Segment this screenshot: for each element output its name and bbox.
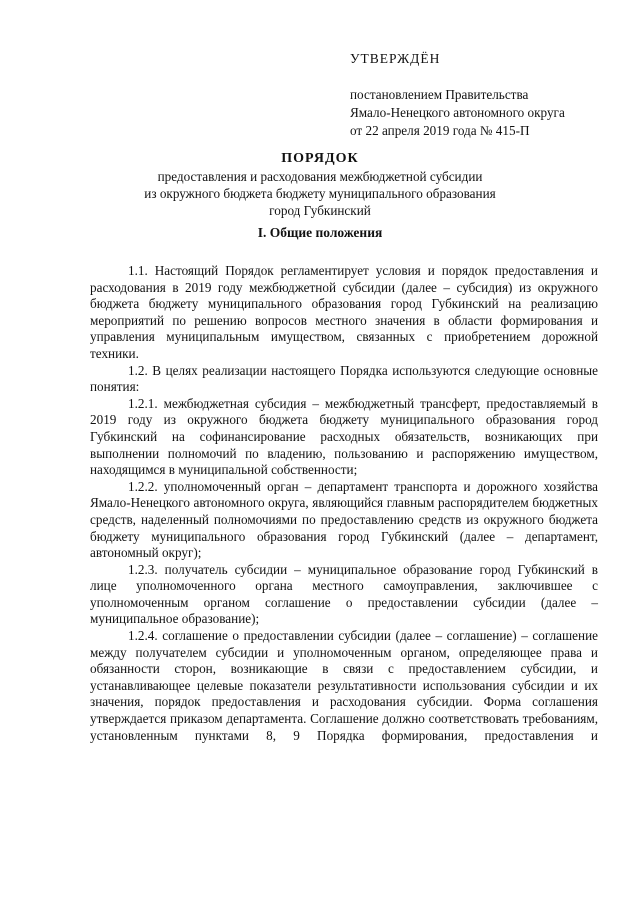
paragraph-1-2-4: 1.2.4. соглашение о предоставлении субсидии (далее – соглашение) – соглашение между получателем субсидии и уполномоченным органом, определяющее права и обязанности сторон, возникающие в связи с предоставлением субсидии, и устанавливающее целевые показатели результативности использования субсидии и их значения, порядок предоставления и расходования субсидии. Форма соглашения утверждается приказом департамента. Соглашение должно соответствовать требованиям, установленным пунктами 8, 9 Порядка формирования, предоставления и xyxy=(90,628,598,743)
section-heading: I. Общие положения xyxy=(257,225,383,240)
approval-heading: УТВЕРЖДЁН xyxy=(350,51,441,66)
paragraph-1-2: 1.2. В целях реализации настоящего Порядка используются следующие основные понятия: xyxy=(90,362,598,395)
document-subtitle-3: город Губкинский xyxy=(269,203,371,218)
paragraph-1-2-3: 1.2.3. получатель субсидии – муниципальное образование город Губкинский в лице уполномоченного органа местного самоуправления, заключившее с уполномоченным органом соглашение о предоставлении субсидии (далее – муниципальное образование); xyxy=(90,561,598,627)
paragraph-1-2-1: 1.2.1. межбюджетная субсидия – межбюджетный трансферт, предоставляемый в 2019 году из окружного бюджета бюджету муниципального образования город Губкинский на софинансирование расходных обязательств, возникающих при выполнении полномочий по владению, пользованию и распоряжению имуществом, находящимся в муниципальной собственности; xyxy=(90,395,598,478)
document-body xyxy=(90,263,598,744)
document-title-block xyxy=(0,150,640,219)
approval-line-2: Ямало-Ненецкого автономного округа xyxy=(350,105,565,120)
paragraph-1-2-2: 1.2.2. уполномоченный орган – департамент транспорта и дорожного хозяйства Ямало-Ненецкого автономного округа, являющийся главным распорядителем бюджетных средств, наделенный полномочиями по предоставлению средств из окружного бюджета бюджету муниципального образования город Губкинский (далее – департамент, автономный округ); xyxy=(90,478,598,561)
document-title: ПОРЯДОК xyxy=(281,151,359,166)
document-subtitle-2: из окружного бюджета бюджету муниципального образования xyxy=(144,186,496,201)
approval-line-1: постановлением Правительства xyxy=(350,87,529,102)
approval-line-3: от 22 апреля 2019 года № 415-П xyxy=(350,123,530,138)
approval-stamp xyxy=(350,50,565,140)
document-subtitle-1: предоставления и расходования межбюджетной субсидии xyxy=(157,169,483,184)
paragraph-1-1: 1.1. Настоящий Порядок регламентирует условия и порядок предоставления и расходования в 2019 году межбюджетной субсидии (далее – субсидия) из окружного бюджета бюджету муниципального образования город Губкинский на реализацию мероприятий по решению вопросов местного значения в области формирования и управления муниципальным имуществом, связанных с приобретением дорожной техники. xyxy=(90,263,598,361)
